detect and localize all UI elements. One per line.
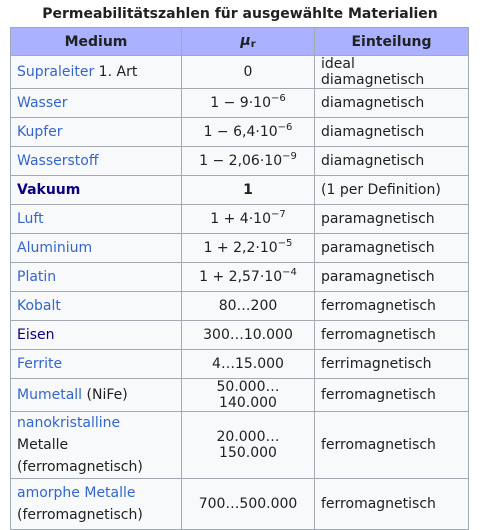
einteilung-cell: ferrimagnetisch [315,350,469,379]
medium-cell [11,412,182,479]
medium-link[interactable]: Platin [17,269,57,285]
medium-link[interactable]: Wasser [17,95,68,111]
mu-cell [182,234,315,263]
einteilung-cell: ferromagnetisch [315,379,469,412]
medium-suffix: (NiFe) [82,387,128,403]
mu-cell [182,263,315,292]
medium-link[interactable]: Ferrite [17,356,63,372]
header-medium: Medium [11,28,182,56]
einteilung-cell: ideal diamagnetisch [315,56,469,89]
table-row [11,205,469,234]
einteilung-cell: ferromagnetisch [315,292,469,321]
medium-note: (ferromagnetisch) [17,507,143,523]
medium-cell [11,350,182,379]
mu-value: 50.000…140.000 [216,379,280,411]
medium-link[interactable]: Eisen [17,327,55,343]
table-row [11,56,469,89]
mu-value: 1 + 2,2·10 [203,240,278,256]
mu-value: 700…500.000 [198,496,298,512]
table-row [11,89,469,118]
einteilung-cell: paramagnetisch [315,234,469,263]
medium-link[interactable]: Vakuum [17,182,81,198]
medium-link[interactable]: Kobalt [17,298,61,314]
mu-value: 1 [243,182,253,198]
einteilung-cell: ferromagnetisch [315,479,469,530]
medium-link[interactable]: amorphe Metalle [17,485,136,501]
einteilung-cell: ferromagnetisch [315,321,469,350]
medium-cell [11,176,182,205]
table-row [11,118,469,147]
mu-cell [182,56,315,89]
mu-cell [182,89,315,118]
medium-link[interactable]: Kupfer [17,124,63,140]
mu-cell [182,205,315,234]
table-row [11,350,469,379]
einteilung-cell: diamagnetisch [315,89,469,118]
mu-exponent: −7 [270,209,286,220]
medium-suffix: Metalle [17,437,69,453]
einteilung-cell: paramagnetisch [315,263,469,292]
medium-cell [11,147,182,176]
table-row [11,321,469,350]
mu-value: 1 − 6,4·10 [203,124,278,140]
medium-cell [11,205,182,234]
medium-cell [11,263,182,292]
header-row [11,28,469,56]
medium-link[interactable]: Mumetall [17,387,83,403]
medium-cell [11,118,182,147]
mu-cell [182,479,315,530]
mu-cell [182,321,315,350]
medium-link[interactable]: Supraleiter [17,64,95,80]
mu-cell [182,118,315,147]
mu-exponent: −5 [277,238,293,249]
mu-value: 1 + 2,57·10 [199,269,283,285]
table-row [11,147,469,176]
header-einteilung: Einteilung [315,28,469,56]
permeability-table [10,27,469,530]
mu-value: 20.000…150.000 [216,429,280,461]
table-row [11,234,469,263]
mu-cell [182,292,315,321]
einteilung-cell: (1 per Definition) [315,176,469,205]
medium-suffix: 1. Art [94,64,138,80]
mu-cell [182,176,315,205]
table-caption: Permeabilitätszahlen für ausgewählte Materialien [42,6,438,22]
medium-cell [11,56,182,89]
medium-cell [11,479,182,530]
mu-value: 1 + 4·10 [210,211,271,227]
mu-cell [182,147,315,176]
medium-cell [11,292,182,321]
mu-value: 1 − 2,06·10 [199,153,283,169]
einteilung-cell: ferromagnetisch [315,412,469,479]
table-row [11,263,469,292]
mu-cell [182,412,315,479]
einteilung-cell: diamagnetisch [315,118,469,147]
medium-cell [11,89,182,118]
medium-link[interactable]: nanokristalline [17,415,121,431]
medium-link[interactable]: Wasserstoff [17,153,99,169]
mu-subscript: r [250,39,256,50]
mu-cell [182,379,315,412]
header-mu-r [182,28,315,56]
mu-value: 4…15.000 [212,356,284,372]
mu-exponent: −6 [277,122,293,133]
mu-value: 80…200 [218,298,278,314]
table-row [11,292,469,321]
mu-exponent: −4 [282,267,297,278]
mu-cell [182,350,315,379]
mu-exponent: −9 [282,151,297,162]
medium-cell [11,321,182,350]
medium-link[interactable]: Aluminium [17,240,93,256]
medium-cell [11,234,182,263]
mu-value: 0 [243,64,253,80]
mu-value: 1 − 9·10 [210,95,271,111]
einteilung-cell: paramagnetisch [315,205,469,234]
mu-exponent: −6 [270,93,286,104]
medium-note: (ferromagnetisch) [17,459,143,475]
table-row [11,176,469,205]
table-row [11,379,469,412]
mu-value: 300…10.000 [203,327,293,343]
medium-link[interactable]: Luft [17,211,44,227]
medium-cell [11,379,182,412]
einteilung-cell: diamagnetisch [315,147,469,176]
table-row [11,412,469,479]
table-row [11,479,469,530]
mu-symbol: μ [240,33,251,49]
